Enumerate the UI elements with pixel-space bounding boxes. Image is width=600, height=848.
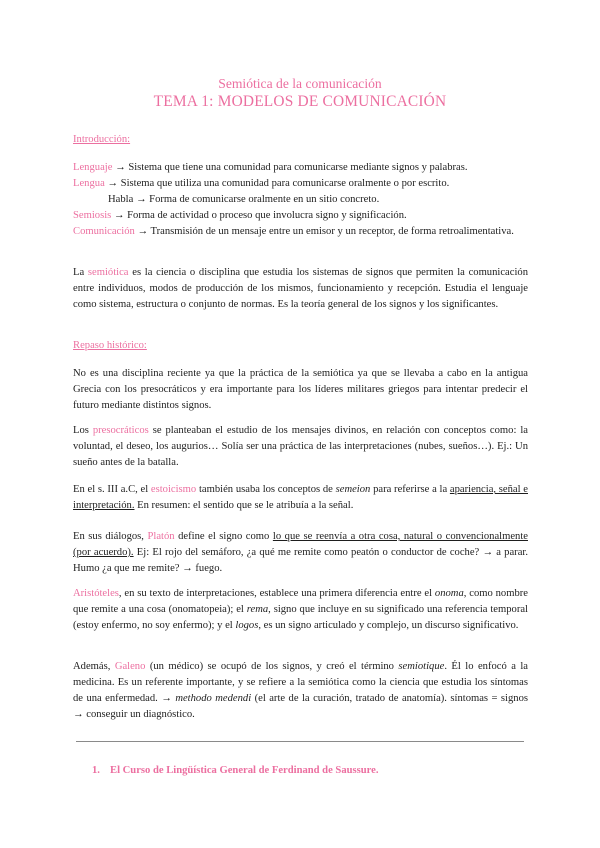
text: , signo que incluye en su significado una referencia temporal (estoy enfermo, no soy enfermo); y el [73, 604, 528, 631]
aristoteles-paragraph [73, 586, 528, 634]
text: En resumen: el sentido que se le atribuía a la señal. [134, 500, 354, 511]
term-presocraticos: presocráticos [92, 425, 149, 436]
text: Ej: El rojo del semáforo, ¿a qué me remite como peatón o conductor de coche? → a parar. Humo ¿a que me remite? → fuego. [73, 547, 528, 574]
document-title: Semiótica de la comunicación [218, 76, 382, 91]
definition-lenguaje [73, 160, 528, 176]
section-number: 1. [92, 765, 100, 776]
definition-text: → Sistema que tiene una comunidad para comunicarse mediante signos y palabras. [112, 162, 468, 173]
text: es la ciencia o disciplina que estudia los sistemas de signos que permiten la comunicación entre individuos, modos de producción de los mismos, funcionamiento y recepción. Estudia el lenguaje como sistema, estructura o conjunto de normas. Es la teoría general de los signos y los significantes. [73, 267, 528, 310]
text: . Él lo enfocó a la medicina. Es un referente importante, y se refiere a la semiótica como la ciencia que estudia los síntomas de una enfermedad. → [73, 661, 528, 704]
term-aristoteles: Aristóteles [73, 588, 119, 599]
term-semiosis: Semiosis [73, 210, 112, 221]
presocraticos-paragraph [73, 423, 528, 471]
term-semiotique: semiotique [398, 661, 445, 672]
term-onoma: onoma [434, 588, 464, 599]
definition-text: → Sistema que utiliza una comunidad para comunicarse oralmente o por escrito. [104, 178, 450, 189]
semiotica-paragraph [73, 265, 528, 313]
underlined-text: lo que se reenvía a otra cosa, natural o convencionalmente (por acuerdo). [73, 531, 528, 558]
intro-heading: Introducción: [73, 134, 131, 145]
text: En el s. III a.C, el [73, 484, 151, 495]
text: , en su texto de interpretaciones, establece una primera diferencia entre el [118, 588, 435, 599]
term-lengua: Lengua [73, 178, 105, 189]
text: para referirse a la [370, 484, 450, 495]
term-logos: logos [235, 620, 259, 631]
platon-paragraph [73, 529, 528, 577]
definition-lengua [73, 176, 528, 192]
definition-habla [108, 192, 563, 208]
text: (un médico) se ocupó de los signos, y creó el término [145, 661, 399, 672]
term-semiotica: semiótica [87, 267, 129, 278]
text: Además, [73, 661, 115, 672]
section-heading [92, 765, 379, 776]
term-methodo-medendi: methodo medendi [175, 693, 252, 704]
document-subtitle: TEMA 1: MODELOS DE COMUNICACIÓN [153, 93, 447, 110]
definition-comunicacion [73, 224, 528, 240]
text: La [73, 267, 88, 278]
term-estoicismo: estoicismo [150, 484, 197, 495]
term-galeno: Galeno [114, 661, 146, 672]
term-rema: rema [246, 604, 269, 615]
text: En sus diálogos, [73, 531, 148, 542]
text: (el arte de la curación, tratado de anatomía). síntomas = signos → conseguir un diagnóstico. [73, 693, 528, 720]
underlined-text: apariencia, señal e interpretación. [73, 484, 528, 511]
text: se planteaban el estudio de los mensajes divinos, en relación con conceptos como: la voluntad, el deseo, los augurios… Solía ser una práctica de las interpretaciones (nubes, sueños…). Ej.: Un sueño antes de la batalla. [73, 425, 529, 468]
text: , como nombre que remite a una cosa (onomatopeia); el [73, 588, 529, 615]
text: define el signo como [174, 531, 273, 542]
term-platon: Platón [147, 531, 175, 542]
term-semeion: semeion [335, 484, 371, 495]
section-title: El Curso de Lingüística General de Ferdinand de Saussure. [110, 765, 379, 776]
text: , es un signo articulado y complejo, un discurso significativo. [258, 620, 519, 631]
definition-semiosis [73, 208, 528, 224]
definition-text: Habla → Forma de comunicarse oralmente en un sitio concreto. [108, 194, 380, 205]
text: Los [73, 425, 93, 436]
definition-text: → Transmisión de un mensaje entre un emisor y un receptor, de forma retroalimentativa. [134, 226, 514, 237]
text: también usaba los conceptos de [196, 484, 336, 495]
horizontal-divider [76, 741, 524, 742]
galeno-paragraph [73, 659, 528, 723]
term-comunicacion: Comunicación [73, 226, 135, 237]
history-paragraph-1: No es una disciplina reciente ya que la práctica de la semiótica ya que se llevaba a cabo en la antigua Grecia con los presocráticos y era importante para los líderes militares griegos para intentar predecir el futuro mediante distintos signos. [73, 368, 528, 411]
history-heading: Repaso histórico: [73, 340, 147, 351]
estoicismo-paragraph [73, 482, 528, 514]
term-lenguaje: Lenguaje [73, 162, 113, 173]
definition-text: → Forma de actividad o proceso que involucra signo y significación. [111, 210, 407, 221]
